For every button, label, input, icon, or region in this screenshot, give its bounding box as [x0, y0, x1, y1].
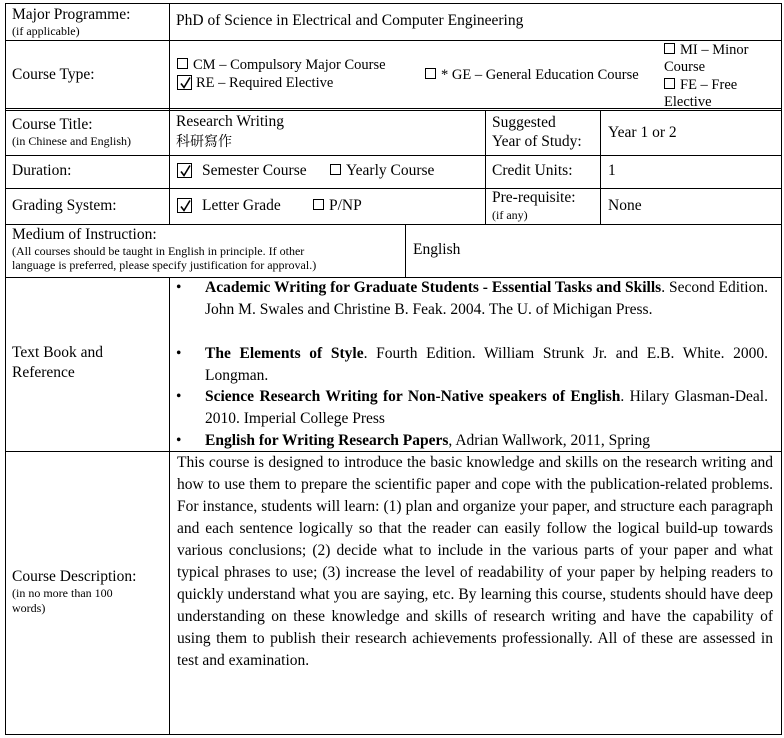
option-ge-label: * GE – General Education Course	[441, 67, 639, 83]
checkbox-empty-icon[interactable]	[425, 68, 436, 79]
reference-item	[176, 277, 768, 320]
checkbox-empty-icon[interactable]	[177, 58, 188, 69]
option-fe-label: FE – Free	[680, 77, 738, 93]
duration-label: Duration:	[12, 162, 72, 179]
course-description-label: Course Description:	[12, 568, 137, 585]
medium-divider	[405, 224, 406, 278]
course-description-sub-2: words)	[12, 601, 46, 615]
table-border-left	[5, 3, 6, 735]
table-border-top	[5, 3, 782, 4]
medium-note-1: (All courses should be taught in English in principle. If other	[12, 244, 305, 258]
textbook-label-2: Reference	[12, 364, 75, 381]
course-title-label: Course Title:	[12, 116, 93, 133]
course-type-label: Course Type:	[12, 66, 95, 83]
option-pnp[interactable]	[313, 197, 362, 215]
grading-system-label: Grading System:	[12, 197, 117, 214]
medium-value: English	[413, 241, 461, 258]
option-re-label: RE – Required Elective	[196, 75, 334, 91]
year-of-study-label-1: Suggested	[492, 114, 556, 131]
course-title-english: Research Writing	[176, 113, 284, 130]
option-fe-label-cont: Elective	[664, 94, 712, 110]
reference-title: Academic Writing for Graduate Students - Essential Tasks and Skills	[205, 279, 662, 296]
major-programme-label: Major Programme:	[12, 6, 131, 23]
mid-column-divider	[485, 110, 486, 225]
mid-column-divider	[600, 110, 601, 225]
reference-title: The Elements of Style	[205, 345, 364, 362]
checkbox-empty-icon[interactable]	[330, 164, 341, 175]
option-cm-label: CM – Compulsory Major Course	[193, 57, 386, 73]
table-border-bottom	[5, 734, 782, 735]
label-column-divider	[169, 3, 170, 225]
option-mi-label-cont: Course	[664, 59, 706, 75]
prerequisite-value: None	[608, 197, 642, 214]
year-of-study-label-2: Year of Study:	[492, 133, 582, 150]
major-programme-value: PhD of Science in Electrical and Computer Engineering	[176, 12, 524, 29]
row-divider	[5, 224, 782, 225]
reference-title: English for Writing Research Papers	[205, 432, 449, 449]
pnp-label: P/NP	[329, 197, 362, 214]
course-description-sub-1: (in no more than 100	[12, 586, 113, 600]
bullet-icon: •	[176, 345, 182, 362]
major-programme-sublabel: (if applicable)	[12, 24, 80, 38]
medium-note-2: language is preferred, please specify justification for approval.)	[12, 258, 317, 272]
option-ge[interactable]	[425, 66, 639, 84]
prerequisite-sublabel: (if any)	[492, 208, 528, 222]
option-cm[interactable]	[177, 56, 386, 74]
prerequisite-label: Pre-requisite:	[492, 189, 576, 206]
row-divider	[5, 188, 782, 189]
course-title-chinese: 科研寫作	[176, 134, 232, 150]
option-yearly[interactable]	[330, 162, 434, 180]
bullet-icon: •	[176, 388, 182, 405]
checkbox-checked-icon[interactable]	[177, 198, 192, 213]
bullet-icon: •	[176, 279, 182, 296]
yearly-course-label: Yearly Course	[346, 162, 435, 179]
letter-grade-label: Letter Grade	[202, 197, 281, 214]
medium-label: Medium of Instruction:	[12, 226, 157, 243]
option-mi-label: MI – Minor	[680, 42, 749, 58]
reference-title: Science Research Writing for Non-Native speakers of English	[205, 388, 621, 405]
course-description-text: This course is designed to introduce the basic knowledge and skills on the research writing and how to use them to prepare the scientific paper and cope with the publication-related problems. For instance, students will learn: (1) plan and organize your paper, and structure each paragraph and each sentence logically so that the reader can easily follow the logical build-up towards various conclusions; (2) decide what to include in the various parts of your paper and what typical phrases to use; (3) increase the level of readability of your paper by helping readers to quickly understand what you are saying, etc. By learning this course, students should have deep understanding on these knowledge and skills of research writing and have the capability of using them to publish their research achievements professionally. All of these are assessed in test and examination.	[177, 454, 773, 669]
option-fe[interactable]	[664, 76, 737, 94]
reference-details: . Fourth Edition. William Strunk Jr. and E.B. White. 2000. Longman.	[205, 345, 768, 384]
credit-units-value: 1	[608, 162, 616, 179]
reference-details: , Adrian Wallwork, 2011, Spring	[448, 432, 650, 449]
checkbox-empty-icon[interactable]	[664, 78, 675, 89]
credit-units-label: Credit Units:	[492, 162, 573, 179]
table-border-right	[781, 3, 782, 735]
row-divider	[5, 155, 782, 156]
reference-details: . Second Edition. John M. Swales and Christine B. Feak. 2004. The U. of Michigan Press.	[205, 279, 768, 318]
checkbox-checked-icon[interactable]	[177, 163, 192, 178]
checkbox-empty-icon[interactable]	[313, 199, 324, 210]
semester-course-label: Semester Course	[202, 162, 307, 179]
label-column-divider	[169, 277, 170, 735]
reference-item	[176, 430, 768, 452]
year-of-study-value: Year 1 or 2	[608, 124, 677, 141]
reference-item	[176, 343, 768, 386]
reference-details: . Hilary Glasman-Deal. 2010. Imperial College Press	[205, 388, 768, 427]
bullet-icon: •	[176, 432, 182, 449]
reference-item	[176, 386, 768, 429]
checkbox-empty-icon[interactable]	[664, 43, 675, 54]
textbook-label-1: Text Book and	[12, 344, 104, 361]
checkbox-checked-icon[interactable]	[177, 75, 192, 90]
course-title-sublabel: (in Chinese and English)	[12, 134, 131, 148]
option-mi[interactable]	[664, 41, 748, 59]
